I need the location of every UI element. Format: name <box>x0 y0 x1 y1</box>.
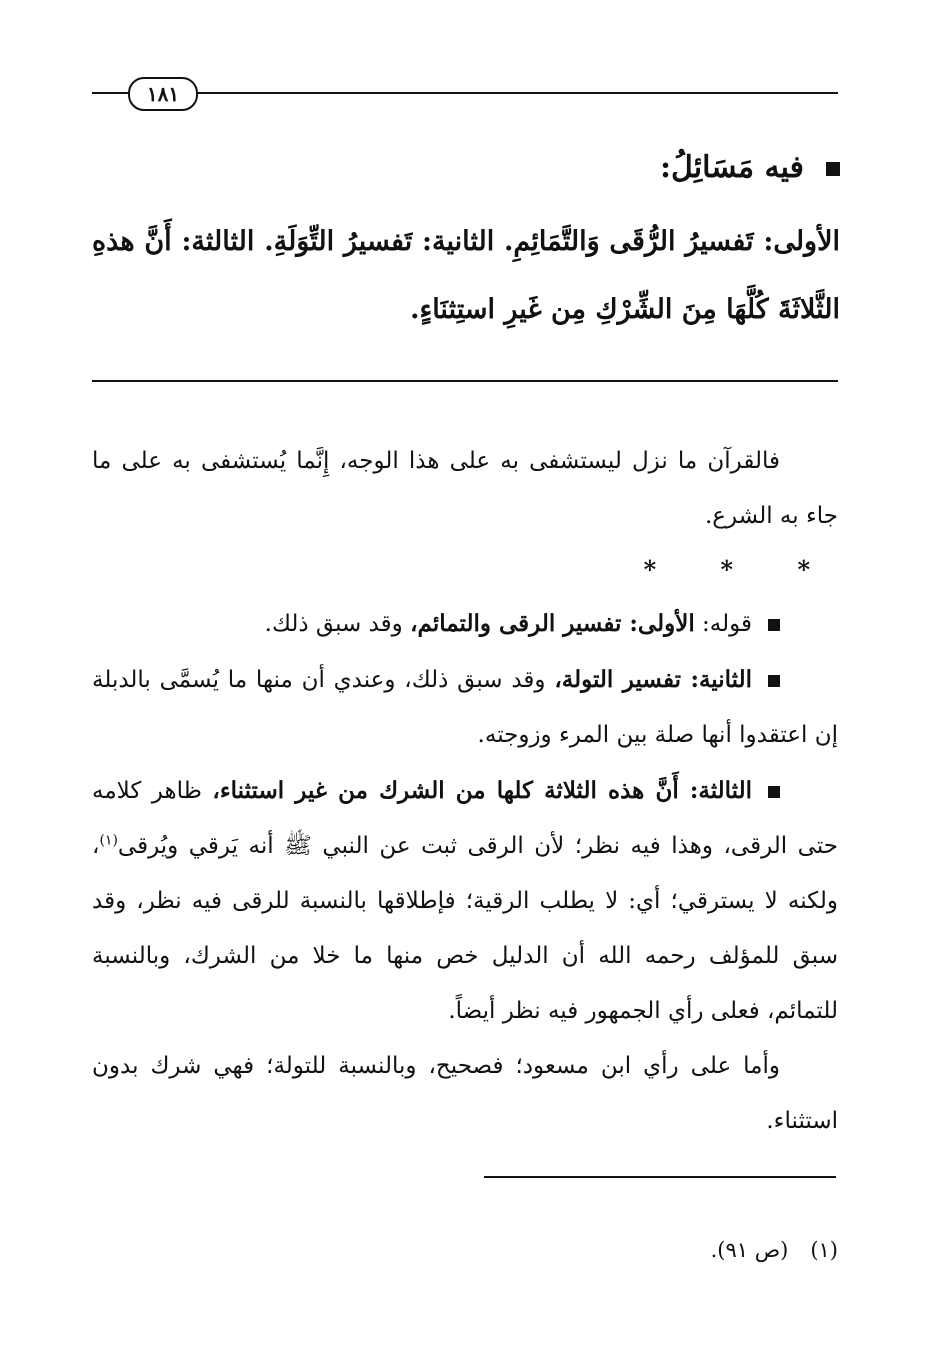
commentary <box>92 434 838 1149</box>
footnote-text: (ص ٩١). <box>710 1238 789 1262</box>
commentary-item-first <box>92 596 838 652</box>
footnote-number: (١) <box>810 1238 838 1262</box>
commentary-item-third <box>92 763 838 1039</box>
masail-point-text: تَفسيرُ التِّوَلَةِ. <box>264 226 413 257</box>
item-label: الأولى: تفسير الرقى والتمائم، <box>410 610 695 637</box>
commentary-item-second <box>92 652 838 763</box>
masail-point-label: الأولى: <box>763 226 840 257</box>
square-bullet-icon <box>768 619 780 631</box>
masail-points <box>92 208 840 344</box>
stars-separator: * * * <box>643 555 838 584</box>
commentary-closing: وأما على رأي ابن مسعود؛ فصحيح، وبالنسبة للتولة؛ فهي شرك بدون استثناء. <box>92 1053 838 1134</box>
square-bullet-icon <box>768 786 780 798</box>
item-text-continued: ، ولكنه لا يسترقي؛ أي: لا يطلب الرقية؛ فإطلاقها بالنسبة للرقى فيه نظر، وقد سبق للمؤلف رحمه الله أن الدليل خص منها ما خلا من الشرك، وبالنسبة للتمائم، فعلى رأي الجمهور فيه نظر أيضاً. <box>92 833 838 1024</box>
masail-heading <box>660 150 840 185</box>
item-prefix: قوله: <box>702 611 752 637</box>
masail-point-text: تَفسيرُ الرُّقَى وَالتَّمَائِمِ. <box>504 226 754 257</box>
item-label: الثالثة: أَنَّ هذه الثلاثة كلها من الشرك من غير استثناء، <box>212 777 752 804</box>
footnote-rule <box>484 1176 836 1178</box>
commentary-intro: فالقرآن ما نزل ليستشفى به على هذا الوجه، إِنَّما يُستشفى به على ما جاء به الشرع. <box>92 448 838 529</box>
item-text: وقد سبق ذلك، وعندي أن منها ما يُسمَّى بالدبلة إن اعتقدوا أنها صلة بين المرء وزوجته. <box>92 667 838 748</box>
item-text: وقد سبق ذلك. <box>264 611 403 637</box>
square-bullet-icon <box>826 162 840 176</box>
section-divider <box>92 380 838 382</box>
masail-heading-text: فيه مَسَائِلُ: <box>659 150 804 185</box>
masail-point-label: الثانية: <box>422 226 495 257</box>
header-rule <box>92 92 838 94</box>
item-text: ظاهر كلامه حتى الرقى، وهذا فيه نظر؛ لأن الرقى ثبت عن النبي ﷺ أنه يَرقي ويُرقى <box>92 778 838 859</box>
masail-point-label: الثالثة: <box>181 226 255 257</box>
page-number: ١٨١ <box>128 77 198 111</box>
footnote <box>711 1238 838 1262</box>
masail-point-text: أَنَّ هذهِ الثَّلاثَةَ كُلَّهَا مِنَ الشِّرْكِ مِن غَيرِ استِثنَاءٍ. <box>92 226 840 325</box>
square-bullet-icon <box>768 675 780 687</box>
footnote-reference[interactable]: (١) <box>99 832 118 849</box>
item-label: الثانية: تفسير التولة، <box>554 666 752 693</box>
